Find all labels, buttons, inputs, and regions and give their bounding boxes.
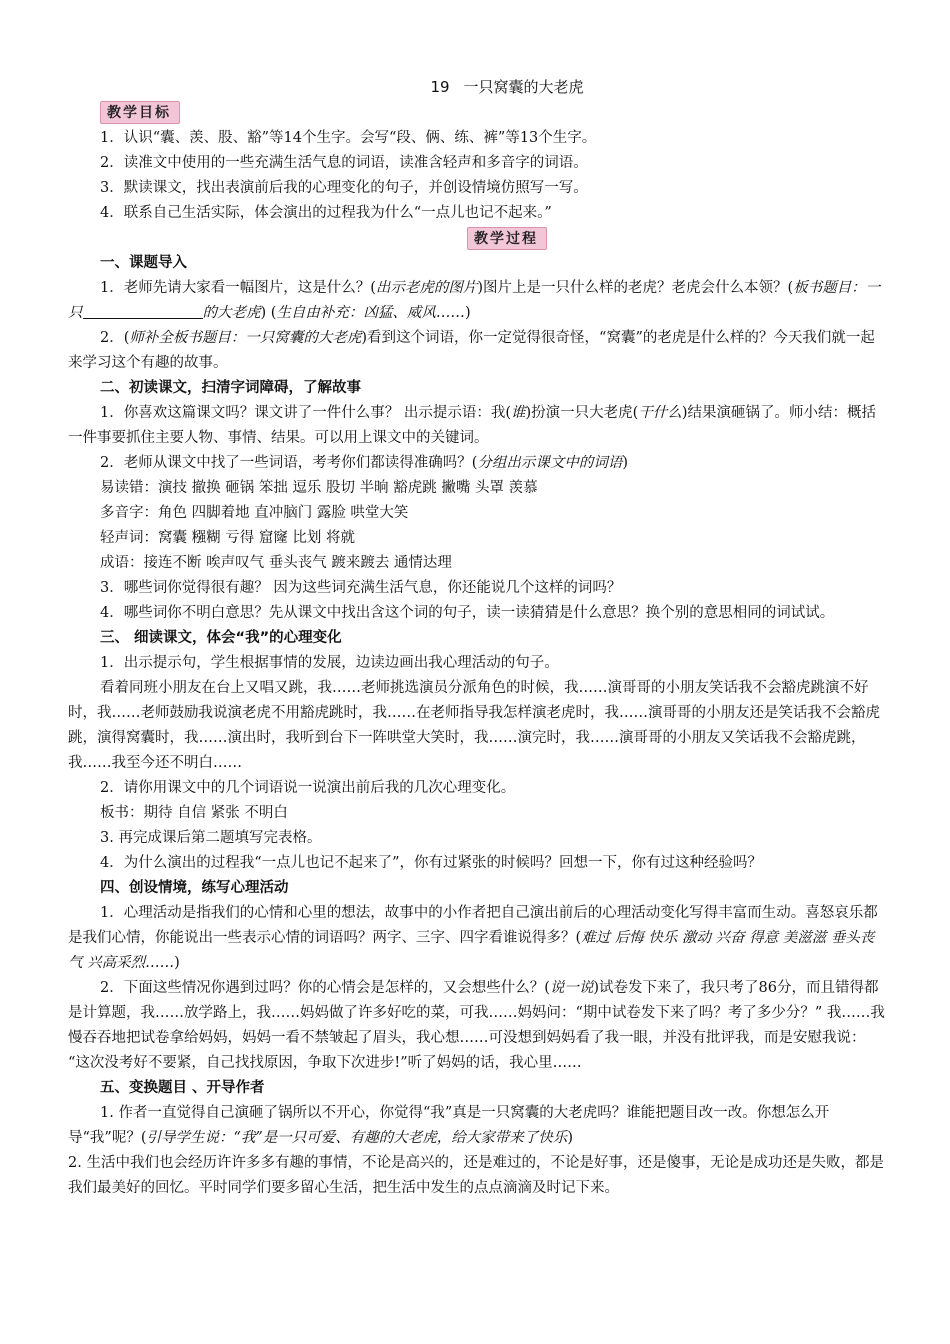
paragraph: 1．出示提示句，学生根据事情的发展，边读边画出我心理活动的句子。	[100, 655, 559, 671]
paragraph: 2．老师从课文中找了一些词语，考考你们都读得准确吗？(分组出示课文中的词语)	[100, 455, 629, 471]
fill-in-blank	[83, 302, 203, 319]
paragraph: 4．哪些词你不明白意思？先从课文中找出含这个词的句子，读一读猜猜是什么意思？换个别的意思相同的词试试。	[100, 605, 835, 621]
word-list: 易读错：演技 撤换 砸锅 笨拙 逗乐 股切 半晌 豁虎跳 撇嘴 头罩 羡慕	[100, 480, 538, 496]
section-heading: 三、 细读课文，体会“我”的心理变化	[100, 630, 342, 646]
word-list: 多音字：角色 四脚着地 直冲脑门 露脸 哄堂大笑	[100, 505, 409, 521]
teaching-goals-badge: 教学目标	[100, 101, 180, 124]
paragraph: 4．为什么演出的过程我“一点儿也记不起来了”，你有过紧张的时候吗？回想一下，你有过这种经验吗？	[100, 855, 763, 871]
word-list: 成语：接连不断 唉声叹气 垂头丧气 踱来踱去 通情达理	[100, 555, 452, 571]
paragraph: 1．心理活动是指我们的心情和心里的想法，故事中的小作者把自己演出前后的心理活动变化写得丰富而生动。喜怒哀乐都是我们心情，你能说出一些表示心情的词语吗？两字、三字、四字看谁说得多？(难过 后悔 快乐 激动 兴奋 得意 美滋滋 垂头丧气 兴高采烈……)	[68, 905, 878, 971]
goal-item: 3．默读课文，找出表演前后我的心理变化的句子，并创设情境仿照写一写。	[100, 180, 588, 196]
lesson-title-text: 一只窝囊的大老虎	[463, 78, 584, 96]
paragraph: 1．你喜欢这篇课文吗？课文讲了一件什么事？ 出示提示语：我(谁)扮演一只大老虎(干什么)结果演砸锅了。师小结：概括一件事要抓住主要人物、事情、结果。可以用上课文中的关键词。	[68, 405, 876, 446]
goal-item: 1．认识“囊、羡、股、豁”等14个生字。会写“段、俩、练、裤”等13个生字。	[100, 130, 597, 146]
teaching-process-badge: 教学过程	[467, 227, 547, 250]
section-heading: 一、课题导入	[100, 255, 187, 271]
paragraph: 3. 再完成课后第二题填写完表格。	[100, 830, 322, 846]
paragraph: 3．哪些词你觉得很有趣？ 因为这些词充满生活气息，你还能说几个这样的词吗？	[100, 580, 622, 596]
lesson-number: 19	[430, 78, 450, 96]
paragraph: 2．请你用课文中的几个词语说一说演出前后我的几次心理变化。	[100, 780, 516, 796]
section-heading: 五、变换题目 、开导作者	[100, 1080, 265, 1096]
paragraph: 看着同班小朋友在台上又唱又跳，我……老师挑选演员分派角色的时候，我……演哥哥的小朋友笑话我不会豁虎跳演不好时，我……老师鼓励我说演老虎不用豁虎跳时，我……在老师指导我怎样演老虎时，我……演哥哥的小朋友还是笑话我不会豁虎跳，演得窝囊时，我……演出时，我听到台下一阵哄堂大笑时，我……演完时，我……演哥哥的小朋友又笑话我不会豁虎跳，我……我至今还不明白……	[68, 680, 880, 771]
paragraph: 2．(师补全板书题目：一只窝囊的大老虎)看到这个词语，你一定觉得很奇怪，“窝囊”的老虎是什么样的？今天我们就一起来学习这个有趣的故事。	[68, 330, 875, 371]
lesson-title	[128, 74, 886, 100]
paragraph: 1. 作者一直觉得自己演砸了锅所以不开心，你觉得“我”真是一只窝囊的大老虎吗？谁能把题目改一改。你想怎么开导“我”呢？(引导学生说：“我”是一只可爱、有趣的大老虎，给大家带来了快乐)	[68, 1105, 830, 1146]
paragraph: 2. 生活中我们也会经历许许多多有趣的事情，不论是高兴的，还是难过的，不论是好事，还是傻事，无论是成功还是失败，都是我们最美好的回忆。平时同学们要多留心生活，把生活中发生的点点滴滴及时记下来。	[68, 1155, 884, 1196]
paragraph: 1．老师先请大家看一幅图片，这是什么？(出示老虎的图片)图片上是一只什么样的老虎？老虎会什么本领？(板书题目：一只 的大老虎) (生自由补充：凶猛、威风……)	[68, 280, 881, 321]
paragraph: 2．下面这些情况你遇到过吗？你的心情会是怎样的，又会想些什么？(说一说)试卷发下来了，我只考了86分，而且错得都是计算题，我……放学路上，我……妈妈做了许多好吃的菜，可我……妈妈问：“期中试卷发下来了吗？考了多少分？” 我……我慢吞吞地把试卷拿给妈妈，妈妈一看不禁皱起了眉头，我心想……可没想到妈妈看了我一眼，并没有批评我，而是安慰我说： “这次没考好不要紧，自己找找原因，争取下次进步!”听了妈妈的话，我心里……	[68, 980, 885, 1071]
section-heading: 二、初读课文，扫清字词障碍，了解故事	[100, 380, 361, 396]
lesson-plan	[68, 74, 886, 1201]
section-heading: 四、创设情境，练写心理活动	[100, 880, 289, 896]
word-list: 轻声词：窝囊 糨糊 亏得 窟窿 比划 将就	[100, 530, 356, 546]
goals-list	[68, 126, 886, 226]
goal-item: 2．读准文中使用的一些充满生活气息的词语，读准含轻声和多音字的词语。	[100, 155, 588, 171]
goal-item: 4．联系自己生活实际，体会演出的过程我为什么“一点儿也记不起来。”	[100, 205, 552, 221]
paragraph: 板书：期待 自信 紧张 不明白	[100, 805, 288, 821]
